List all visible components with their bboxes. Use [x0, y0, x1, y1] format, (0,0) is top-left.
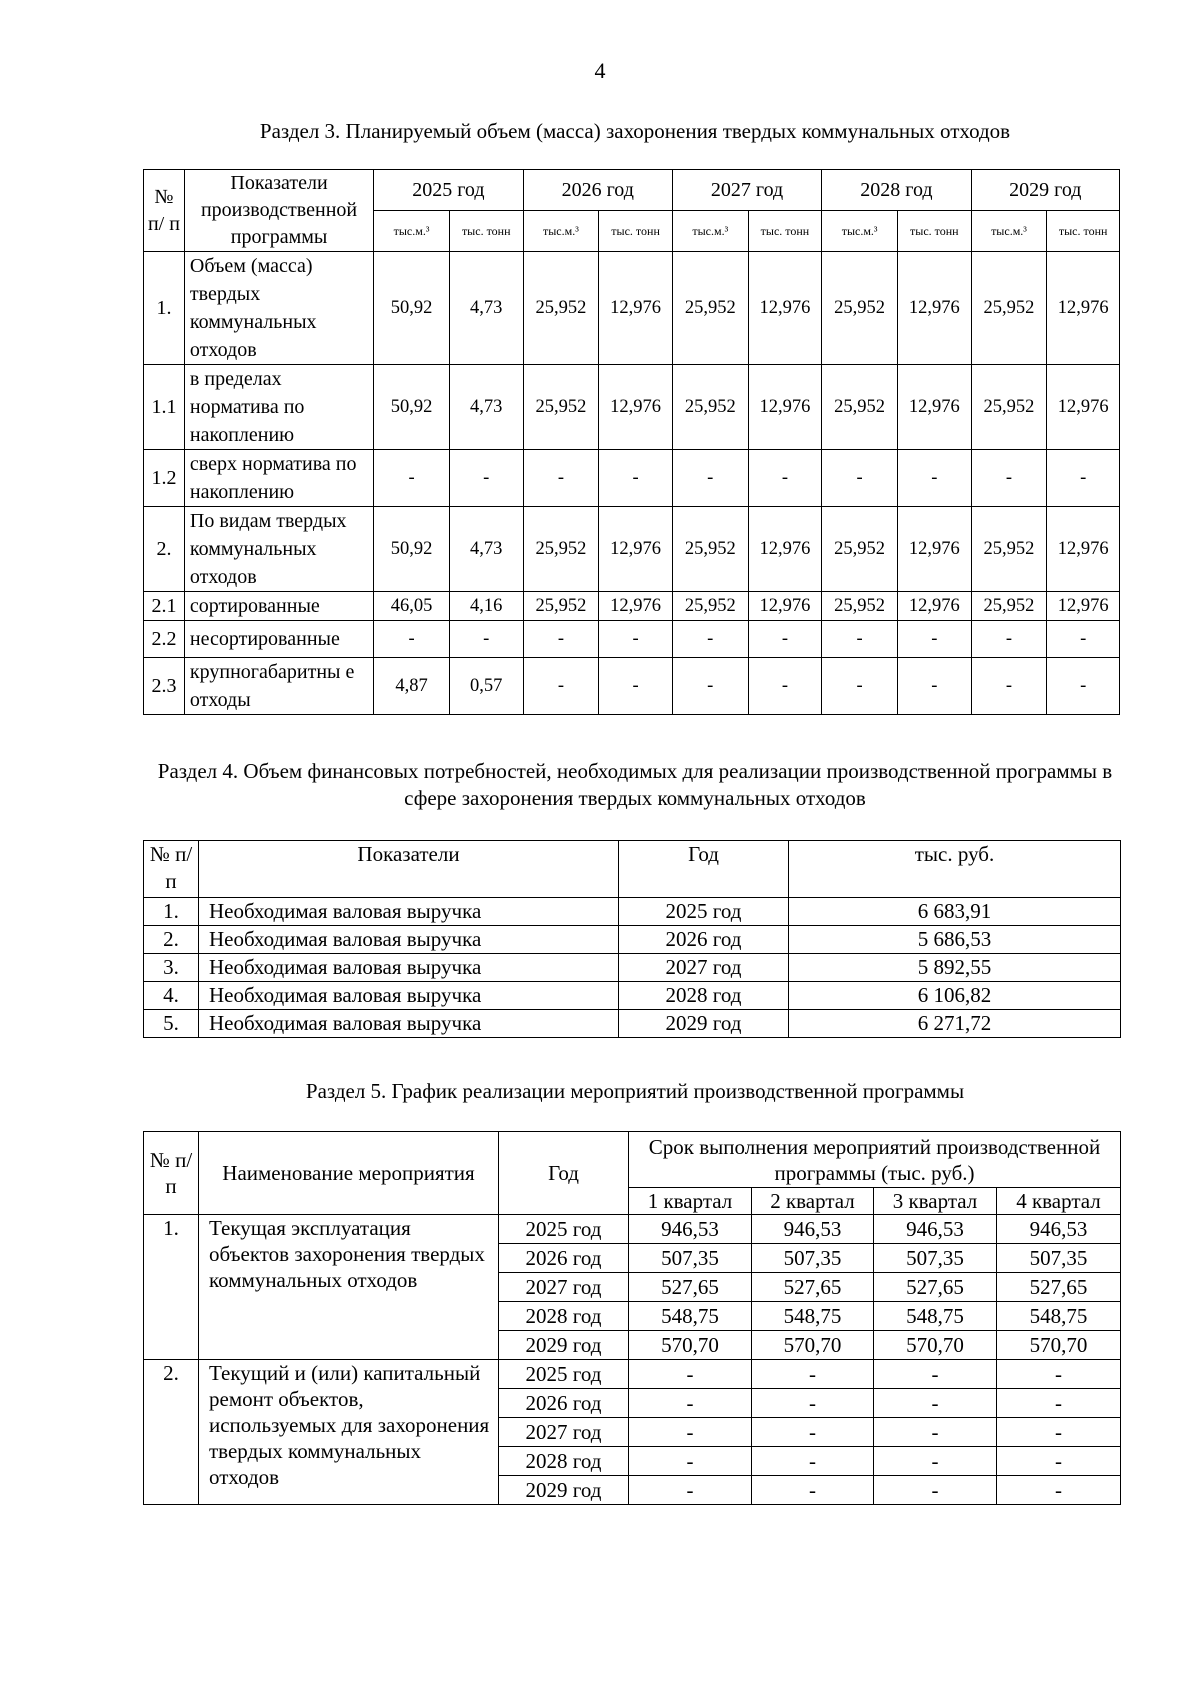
header-unit-mass: тыс. тонн	[599, 211, 673, 252]
header-quarter: 1 квартал	[629, 1188, 752, 1215]
cell-value: -	[1047, 450, 1120, 507]
cell-value: -	[897, 621, 971, 658]
cell-quarter-value: 570,70	[874, 1331, 997, 1360]
cell-value: 12,976	[748, 592, 822, 621]
cell-quarter-value: 548,75	[874, 1302, 997, 1331]
cell-value: 12,976	[1047, 365, 1120, 450]
header-unit-mass: тыс. тонн	[1047, 211, 1120, 252]
cell-quarter-value: 507,35	[629, 1244, 752, 1273]
cell-value: -	[897, 450, 971, 507]
cell-value: 12,976	[748, 252, 822, 365]
row-num: 2.3	[144, 658, 185, 715]
header-unit-volume: тыс.м.³	[672, 211, 748, 252]
header-indicator: Показатели производственной программы	[184, 170, 373, 252]
table-row	[144, 365, 1120, 450]
cell-value: -	[599, 450, 673, 507]
cell-value: -	[672, 658, 748, 715]
cell-value: -	[449, 450, 523, 507]
cell-value: -	[599, 621, 673, 658]
cell-value: -	[822, 658, 898, 715]
row-year: 2028 год	[619, 982, 789, 1010]
cell-value: 12,976	[599, 365, 673, 450]
cell-value: -	[897, 658, 971, 715]
row-indicator: Необходимая валовая выручка	[199, 954, 619, 982]
row-year: 2026 год	[619, 926, 789, 954]
cell-quarter-value: 548,75	[997, 1302, 1121, 1331]
cell-value: 25,952	[822, 252, 898, 365]
row-indicator: сортированные	[184, 592, 373, 621]
cell-value: 50,92	[374, 507, 450, 592]
cell-value: 12,976	[1047, 252, 1120, 365]
row-num: 1.1	[144, 365, 185, 450]
row-indicator: Необходимая валовая выручка	[199, 926, 619, 954]
header-quarter: 2 квартал	[752, 1188, 874, 1215]
cell-value: 25,952	[971, 365, 1047, 450]
cell-value: -	[748, 621, 822, 658]
cell-value: 25,952	[971, 252, 1047, 365]
cell-value: -	[822, 621, 898, 658]
header-year: 2026 год	[523, 170, 672, 211]
financial-needs-table	[143, 840, 1121, 1038]
cell-value: -	[374, 621, 450, 658]
header-unit-mass: тыс. тонн	[897, 211, 971, 252]
header-year: 2027 год	[672, 170, 821, 211]
row-num: 2.2	[144, 621, 185, 658]
cell-quarter-value: 507,35	[752, 1244, 874, 1273]
cell-quarter-value: 570,70	[752, 1331, 874, 1360]
section3-title: Раздел 3. Планируемый объем (масса) захоронения твердых коммунальных отходов	[259, 119, 1011, 143]
table-row	[144, 450, 1120, 507]
header-amount: тыс. руб.	[789, 841, 1121, 898]
header-period: Срок выполнения мероприятий производственной программы (тыс. руб.)	[629, 1132, 1121, 1188]
cell-value: -	[822, 450, 898, 507]
row-indicator: По видам твердых коммунальных отходов	[184, 507, 373, 592]
cell-quarter-value: -	[874, 1476, 997, 1505]
row-indicator: Необходимая валовая выручка	[199, 1010, 619, 1038]
header-unit-mass: тыс. тонн	[449, 211, 523, 252]
cell-value: 25,952	[971, 507, 1047, 592]
cell-value: 12,976	[748, 365, 822, 450]
cell-value: -	[523, 658, 599, 715]
cell-value: 50,92	[374, 365, 450, 450]
table-row	[144, 1215, 1121, 1244]
header-name: Наименование мероприятия	[199, 1132, 499, 1215]
row-amount: 5 686,53	[789, 926, 1121, 954]
row-amount: 6 683,91	[789, 898, 1121, 926]
cell-value: -	[672, 621, 748, 658]
row-num: 5.	[144, 1010, 199, 1038]
header-quarter: 4 квартал	[997, 1188, 1121, 1215]
cell-quarter-value: -	[874, 1389, 997, 1418]
cell-value: 4,73	[449, 252, 523, 365]
row-indicator: сверх норматива по накоплению	[184, 450, 373, 507]
row-num: 1.	[144, 252, 185, 365]
table-row	[144, 592, 1120, 621]
header-unit-mass: тыс. тонн	[748, 211, 822, 252]
cell-value: 25,952	[672, 507, 748, 592]
cell-quarter-value: 946,53	[629, 1215, 752, 1244]
cell-value: 4,73	[449, 507, 523, 592]
cell-value: -	[748, 450, 822, 507]
cell-quarter-value: -	[752, 1476, 874, 1505]
row-year: 2026 год	[499, 1244, 629, 1273]
cell-value: 12,976	[599, 507, 673, 592]
section5-title: Раздел 5. График реализации мероприятий производственной программы	[305, 1079, 965, 1103]
cell-value: -	[523, 450, 599, 507]
header-quarter: 3 квартал	[874, 1188, 997, 1215]
row-indicator: Необходимая валовая выручка	[199, 982, 619, 1010]
cell-quarter-value: -	[752, 1360, 874, 1389]
cell-value: 25,952	[523, 365, 599, 450]
cell-value: -	[1047, 621, 1120, 658]
cell-value: 25,952	[523, 592, 599, 621]
header-unit-volume: тыс.м.³	[523, 211, 599, 252]
cell-value: 0,57	[449, 658, 523, 715]
row-year: 2025 год	[619, 898, 789, 926]
cell-quarter-value: -	[997, 1360, 1121, 1389]
row-activity-name: Текущий и (или) капитальный ремонт объектов, используемых для захоронения твердых коммунальных отходов	[199, 1360, 499, 1505]
cell-quarter-value: 527,65	[874, 1273, 997, 1302]
cell-quarter-value: -	[752, 1447, 874, 1476]
cell-quarter-value: 548,75	[629, 1302, 752, 1331]
row-year: 2029 год	[499, 1331, 629, 1360]
table-row	[144, 982, 1121, 1010]
row-indicator: в пределах норматива по накоплению	[184, 365, 373, 450]
cell-value: -	[748, 658, 822, 715]
cell-value: 12,976	[1047, 592, 1120, 621]
waste-volume-table	[143, 169, 1120, 715]
table-row	[144, 252, 1120, 365]
row-year: 2025 год	[499, 1215, 629, 1244]
row-num: 1.2	[144, 450, 185, 507]
cell-value: -	[449, 621, 523, 658]
cell-quarter-value: 946,53	[997, 1215, 1121, 1244]
header-year: 2029 год	[971, 170, 1119, 211]
cell-value: 12,976	[599, 252, 673, 365]
row-year: 2028 год	[499, 1447, 629, 1476]
cell-quarter-value: 527,65	[752, 1273, 874, 1302]
cell-value: 25,952	[822, 365, 898, 450]
header-year: 2025 год	[374, 170, 523, 211]
table-row	[144, 954, 1121, 982]
cell-value: -	[971, 658, 1047, 715]
table-row	[144, 1010, 1121, 1038]
table-row	[144, 621, 1120, 658]
cell-value: -	[1047, 658, 1120, 715]
cell-value: 25,952	[523, 252, 599, 365]
row-num: 2.	[144, 1360, 199, 1505]
cell-quarter-value: -	[997, 1476, 1121, 1505]
page-number: 4	[594, 58, 606, 83]
cell-quarter-value: -	[629, 1360, 752, 1389]
row-amount: 6 271,72	[789, 1010, 1121, 1038]
cell-quarter-value: 507,35	[874, 1244, 997, 1273]
row-amount: 5 892,55	[789, 954, 1121, 982]
cell-quarter-value: -	[874, 1360, 997, 1389]
cell-quarter-value: 570,70	[997, 1331, 1121, 1360]
row-indicator: крупногабаритны е отходы	[184, 658, 373, 715]
cell-value: 46,05	[374, 592, 450, 621]
cell-quarter-value: -	[997, 1418, 1121, 1447]
row-year: 2029 год	[499, 1476, 629, 1505]
row-year: 2029 год	[619, 1010, 789, 1038]
cell-value: 12,976	[1047, 507, 1120, 592]
cell-value: 25,952	[672, 252, 748, 365]
row-year: 2027 год	[619, 954, 789, 982]
header-num: № п/п	[144, 841, 199, 898]
row-indicator: несортированные	[184, 621, 373, 658]
table-row	[144, 898, 1121, 926]
cell-quarter-value: -	[874, 1447, 997, 1476]
row-activity-name: Текущая эксплуатация объектов захоронения твердых коммунальных отходов	[199, 1215, 499, 1360]
table-row	[144, 658, 1120, 715]
cell-quarter-value: -	[997, 1447, 1121, 1476]
cell-quarter-value: -	[629, 1476, 752, 1505]
header-year: 2028 год	[822, 170, 971, 211]
row-indicator: Необходимая валовая выручка	[199, 898, 619, 926]
cell-value: 12,976	[897, 592, 971, 621]
cell-value: 50,92	[374, 252, 450, 365]
cell-value: 25,952	[822, 592, 898, 621]
cell-quarter-value: -	[752, 1418, 874, 1447]
row-year: 2028 год	[499, 1302, 629, 1331]
header-unit-volume: тыс.м.³	[374, 211, 450, 252]
cell-quarter-value: 527,65	[629, 1273, 752, 1302]
row-year: 2027 год	[499, 1418, 629, 1447]
cell-value: 12,976	[897, 507, 971, 592]
cell-quarter-value: 527,65	[997, 1273, 1121, 1302]
header-year: Год	[499, 1132, 629, 1215]
cell-quarter-value: -	[629, 1418, 752, 1447]
row-num: 3.	[144, 954, 199, 982]
cell-value: 25,952	[672, 365, 748, 450]
row-indicator: Объем (масса) твердых коммунальных отходов	[184, 252, 373, 365]
cell-quarter-value: -	[629, 1389, 752, 1418]
table-row	[144, 507, 1120, 592]
cell-quarter-value: 507,35	[997, 1244, 1121, 1273]
row-amount: 6 106,82	[789, 982, 1121, 1010]
schedule-table	[143, 1131, 1121, 1505]
cell-value: 12,976	[897, 252, 971, 365]
cell-value: 4,16	[449, 592, 523, 621]
row-num: 2.	[144, 507, 185, 592]
cell-quarter-value: 946,53	[752, 1215, 874, 1244]
cell-quarter-value: -	[752, 1389, 874, 1418]
row-year: 2026 год	[499, 1389, 629, 1418]
header-num: № п/п	[144, 1132, 199, 1215]
row-num: 1.	[144, 898, 199, 926]
cell-quarter-value: 946,53	[874, 1215, 997, 1244]
cell-value: 25,952	[672, 592, 748, 621]
row-year: 2027 год	[499, 1273, 629, 1302]
cell-quarter-value: 570,70	[629, 1331, 752, 1360]
row-num: 2.1	[144, 592, 185, 621]
header-unit-volume: тыс.м.³	[822, 211, 898, 252]
cell-value: 4,73	[449, 365, 523, 450]
cell-value: 25,952	[971, 592, 1047, 621]
cell-quarter-value: -	[629, 1447, 752, 1476]
cell-value: 12,976	[599, 592, 673, 621]
header-num: № п/ п	[144, 170, 185, 252]
cell-value: 12,976	[748, 507, 822, 592]
cell-value: -	[971, 621, 1047, 658]
cell-quarter-value: 548,75	[752, 1302, 874, 1331]
cell-quarter-value: -	[874, 1418, 997, 1447]
header-indicator: Показатели	[199, 841, 619, 898]
cell-value: -	[374, 450, 450, 507]
cell-value: 4,87	[374, 658, 450, 715]
row-num: 1.	[144, 1215, 199, 1360]
table-row	[144, 926, 1121, 954]
header-year: Год	[619, 841, 789, 898]
cell-value: -	[971, 450, 1047, 507]
row-year: 2025 год	[499, 1360, 629, 1389]
cell-quarter-value: -	[997, 1389, 1121, 1418]
cell-value: 12,976	[897, 365, 971, 450]
cell-value: 25,952	[523, 507, 599, 592]
table-row	[144, 1360, 1121, 1389]
row-num: 4.	[144, 982, 199, 1010]
section4-title: Раздел 4. Объем финансовых потребностей, необходимых для реализации производственной программы в сфере захоронения твердых коммунальных отходов	[157, 759, 1113, 810]
row-num: 2.	[144, 926, 199, 954]
cell-value: -	[599, 658, 673, 715]
cell-value: -	[672, 450, 748, 507]
cell-value: 25,952	[822, 507, 898, 592]
header-unit-volume: тыс.м.³	[971, 211, 1047, 252]
cell-value: -	[523, 621, 599, 658]
